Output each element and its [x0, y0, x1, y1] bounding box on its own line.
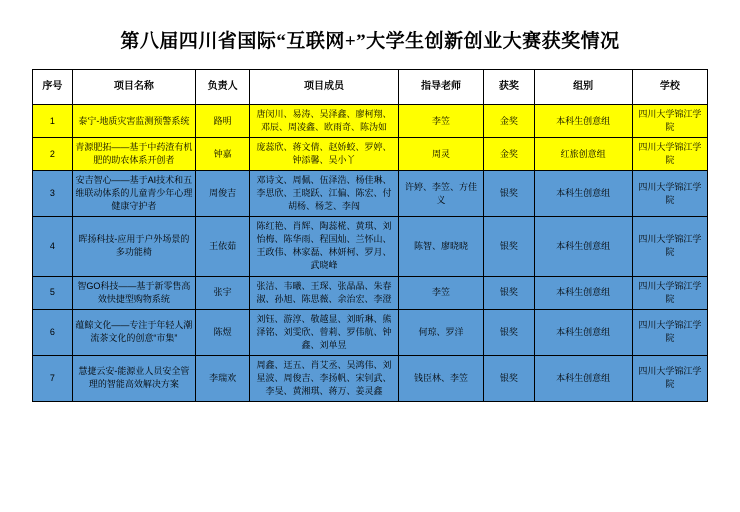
cell-group: 本科生创意组	[534, 171, 632, 217]
page-title: 第八届四川省国际“互联网+”大学生创新创业大赛获奖情况	[120, 31, 620, 52]
cell-no: 1	[33, 105, 73, 138]
cell-school: 四川大学锦江学院	[632, 171, 707, 217]
cell-teacher: 李笠	[398, 276, 484, 309]
cell-school: 四川大学锦江学院	[632, 355, 707, 401]
cell-leader: 王依茹	[196, 217, 250, 276]
cell-group: 本科生创意组	[534, 217, 632, 276]
column-header-school: 学校	[632, 70, 707, 105]
cell-leader: 路明	[196, 105, 250, 138]
award-table	[32, 69, 708, 402]
column-header-project: 项目名称	[72, 70, 195, 105]
cell-no: 5	[33, 276, 73, 309]
cell-prize: 金奖	[484, 105, 534, 138]
cell-group: 本科生创意组	[534, 105, 632, 138]
cell-project: 慧捷云安-能源业人员安全管理的智能高效解决方案	[72, 355, 195, 401]
cell-project: 晖扬科技-应用于户外场景的多功能椅	[72, 217, 195, 276]
cell-members: 周鑫、迋五、肖艾丞、吴鸿伟、刘星波、周俊吉、李扬帆、宋钊武、李旻、黄湘琪、蒋万、姜灵鑫	[250, 355, 398, 401]
cell-project: 蕴鲸文化——专注于年轻人潮流茶文化的创意“市集”	[72, 309, 195, 355]
table-row	[33, 276, 708, 309]
cell-prize: 银奖	[484, 171, 534, 217]
table-row	[33, 355, 708, 401]
cell-project: 青源肥拓——基于中药渣有机肥的助农体系开创者	[72, 138, 195, 171]
cell-group: 本科生创意组	[534, 309, 632, 355]
cell-no: 2	[33, 138, 73, 171]
column-header-teacher: 指导老师	[398, 70, 484, 105]
cell-prize: 金奖	[484, 138, 534, 171]
cell-project: 泰宁-地质灾害监测预警系统	[72, 105, 195, 138]
cell-members: 刘钰、游淳、敬越显、刘昕琳、熊泽铭、刘雯欣、曾莉、罗伟航、钟鑫、刘单昱	[250, 309, 398, 355]
table-header-row	[33, 70, 708, 105]
cell-school: 四川大学锦江学院	[632, 105, 707, 138]
table-row	[33, 105, 708, 138]
column-header-leader: 负责人	[196, 70, 250, 105]
table-row	[33, 217, 708, 276]
table-row	[33, 138, 708, 171]
table-row	[33, 171, 708, 217]
cell-prize: 银奖	[484, 217, 534, 276]
cell-no: 4	[33, 217, 73, 276]
cell-group: 本科生创意组	[534, 355, 632, 401]
column-header-no: 序号	[33, 70, 73, 105]
cell-project: 安吉智心——基于AI技术和五维联动体系的儿童青少年心理健康守护者	[72, 171, 195, 217]
cell-members: 庞蕊欣、蒋文倩、赵娇蛟、罗婷、钟添馨、吴小丫	[250, 138, 398, 171]
table-body	[33, 105, 708, 402]
cell-school: 四川大学锦江学院	[632, 309, 707, 355]
column-header-group: 组别	[534, 70, 632, 105]
cell-leader: 陈煜	[196, 309, 250, 355]
cell-prize: 银奖	[484, 309, 534, 355]
cell-members: 张洁、韦曦、王琛、张晶晶、朱春淑、孙旭、陈思薇、余治宏、李澄	[250, 276, 398, 309]
cell-members: 陈红艳、肖辉、陶蕊椛、黄琪、刘怡梅、陈华雨、程国灿、兰怀山、王政伟、林家磊、林妍柯、罗月、武晓峰	[250, 217, 398, 276]
cell-teacher: 陈智、廖晓晓	[398, 217, 484, 276]
column-header-members: 项目成员	[250, 70, 398, 105]
cell-prize: 银奖	[484, 276, 534, 309]
cell-leader: 李瑞欢	[196, 355, 250, 401]
cell-teacher: 钱臣林、李笠	[398, 355, 484, 401]
cell-teacher: 周灵	[398, 138, 484, 171]
cell-leader: 周俊吉	[196, 171, 250, 217]
cell-school: 四川大学锦江学院	[632, 276, 707, 309]
cell-members: 邓诗文、周佩、伍泽浩、杨佳琳、李思欣、王晓跃、江偏、陈宏、付胡杨、杨芝、李闯	[250, 171, 398, 217]
cell-members: 唐闵川、易涛、吴泽鑫、廖柯翔、邓辰、周凌鑫、欧雨奇、陈沩如	[250, 105, 398, 138]
cell-leader: 张宇	[196, 276, 250, 309]
cell-leader: 钟嘉	[196, 138, 250, 171]
table-header	[33, 70, 708, 105]
cell-teacher: 李笠	[398, 105, 484, 138]
cell-no: 3	[33, 171, 73, 217]
cell-no: 7	[33, 355, 73, 401]
cell-project: 智GO科技——基于新零售高效快捷型购物系统	[72, 276, 195, 309]
table-row	[33, 309, 708, 355]
cell-school: 四川大学锦江学院	[632, 217, 707, 276]
cell-prize: 银奖	[484, 355, 534, 401]
cell-teacher: 何琼、罗洋	[398, 309, 484, 355]
column-header-prize: 获奖	[484, 70, 534, 105]
cell-teacher: 许婷、李笠、方佳义	[398, 171, 484, 217]
cell-school: 四川大学锦江学院	[632, 138, 707, 171]
cell-group: 本科生创意组	[534, 276, 632, 309]
cell-group: 红旅创意组	[534, 138, 632, 171]
cell-no: 6	[33, 309, 73, 355]
